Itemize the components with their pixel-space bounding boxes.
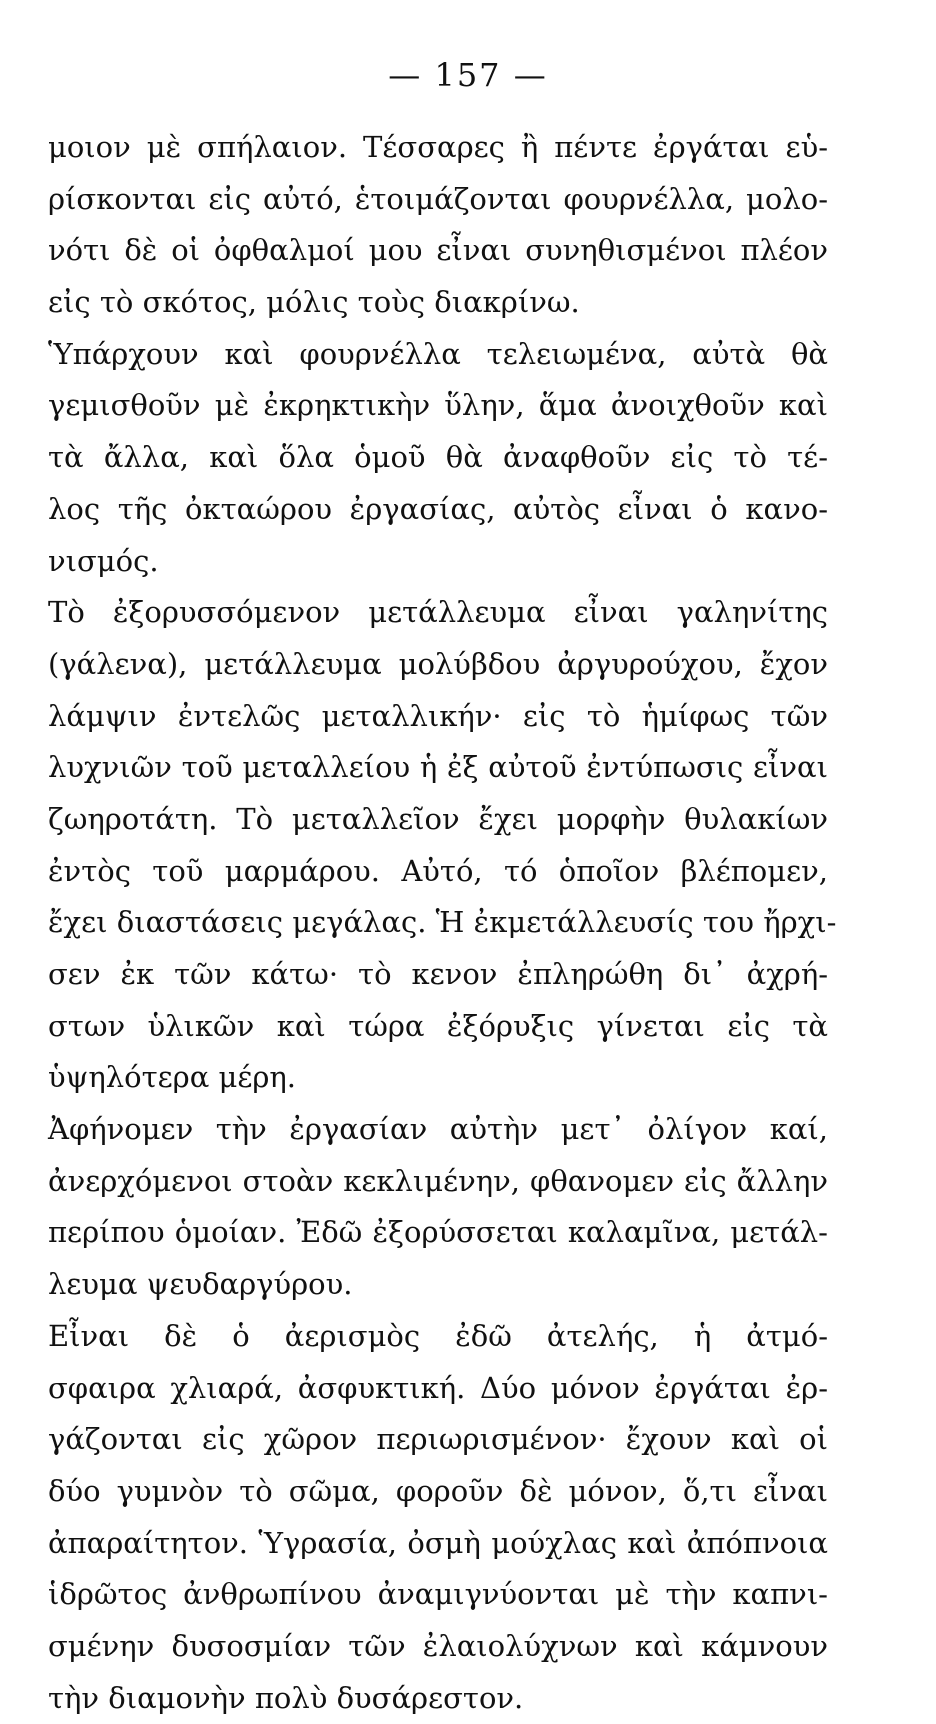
text-line: ζωηροτάτη. Τὸ μεταλλεῖον ἔχει μορφὴν θυλακίων: [48, 801, 828, 836]
text-line: σμένην δυσοσμίαν τῶν ἐλαιολύχνων καὶ κάμνουν: [48, 1628, 828, 1663]
text-line: τὴν διαμονὴν πολὺ δυσάρεστον.: [48, 1680, 524, 1715]
text-line: γάζονται εἰς χῶρον περιωρισμένον· ἔχουν καὶ οἱ: [48, 1422, 828, 1457]
page-number: — 157 —: [388, 56, 548, 94]
text-line: Τὸ ἐξορυσσόμενον μετάλλευμα εἶναι γαληνίτης: [48, 595, 828, 630]
body-text: [48, 122, 837, 1724]
text-line: ἱδρῶτος ἀνθρωπίνου ἀναμιγνύονται μὲ τὴν καπνι-: [48, 1577, 828, 1612]
text-line: νισμός.: [48, 543, 159, 578]
text-line: ρίσκονται εἰς αὐτό, ἑτοιμάζονται φουρνέλλα, μολο-: [48, 181, 828, 216]
text-line: Ἀφήνομεν τὴν ἐργασίαν αὐτὴν μετ᾽ ὀλίγον καί,: [48, 1112, 828, 1147]
text-line: εἰς τὸ σκότος, μόλις τοὺς διακρίνω.: [48, 285, 580, 320]
text-line: σεν ἐκ τῶν κάτω· τὸ κενον ἐπληρώθη δι᾽ ἀχρή-: [48, 957, 828, 991]
text-line: ἔχει διαστάσεις μεγάλας. Ἡ ἐκμετάλλευσίς του ἤρχι-: [48, 905, 837, 940]
text-line: νότι δὲ οἱ ὀφθαλμοί μου εἶναι συνηθισμένοι πλέον: [48, 233, 828, 268]
text-line: γεμισθοῦν μὲ ἐκρηκτικὴν ὕλην, ἅμα ἀνοιχθοῦν καὶ: [48, 388, 828, 423]
text-line: (γάλενα), μετάλλευμα μολύβδου ἀργυρούχου, ἔχον: [48, 646, 828, 681]
text-line: Εἶναι δὲ ὁ ἀερισμὸς ἐδῶ ἀτελής, ἡ ἀτμό-: [48, 1318, 828, 1353]
text-line: λυχνιῶν τοῦ μεταλλείου ἡ ἐξ αὐτοῦ ἐντύπωσις εἶναι: [48, 750, 828, 785]
text-line: λευμα ψευδαργύρου.: [48, 1267, 353, 1302]
text-line: τὰ ἄλλα, καὶ ὅλα ὁμοῦ θὰ ἀναφθοῦν εἰς τὸ τέ-: [48, 440, 828, 475]
text-line: ἀπαραίτητον. Ὑγρασία, ὀσμὴ μούχλας καὶ ἀπόπνοια: [48, 1525, 828, 1560]
text-line: λάμψιν ἐντελῶς μεταλλικήν· εἰς τὸ ἡμίφως τῶν: [48, 698, 828, 733]
text-line: λος τῆς ὀκταώρου ἐργασίας, αὐτὸς εἶναι ὁ κανο-: [48, 491, 828, 526]
text-line: περίπου ὁμοίαν. Ἐδῶ ἐξορύσσεται καλαμῖνα, μετάλ-: [48, 1215, 828, 1250]
text-line: ἐντὸς τοῦ μαρμάρου. Αὐτό, τό ὁποῖον βλέπομεν,: [48, 853, 828, 888]
text-line: ἀνερχόμενοι στοὰν κεκλιμένην, φθανομεν εἰς ἄλλην: [48, 1163, 828, 1198]
text-line: Ὑπάρχουν καὶ φουρνέλλα τελειωμένα, αὐτὰ θὰ: [48, 336, 828, 371]
text-line: ὑψηλότερα μέρη.: [48, 1060, 297, 1095]
text-line: μοιον μὲ σπήλαιον. Τέσσαρες ἢ πέντε ἐργάται εὑ-: [48, 130, 828, 164]
text-line: στων ὑλικῶν καὶ τώρα ἐξόρυξις γίνεται εἰς τὰ: [48, 1008, 828, 1043]
text-line: σφαιρα χλιαρά, ἀσφυκτική. Δύο μόνον ἐργάται ἐρ-: [48, 1370, 828, 1405]
text-line: δύο γυμνὸν τὸ σῶμα, φοροῦν δὲ μόνον, ὅ,τι εἶναι: [48, 1473, 828, 1508]
